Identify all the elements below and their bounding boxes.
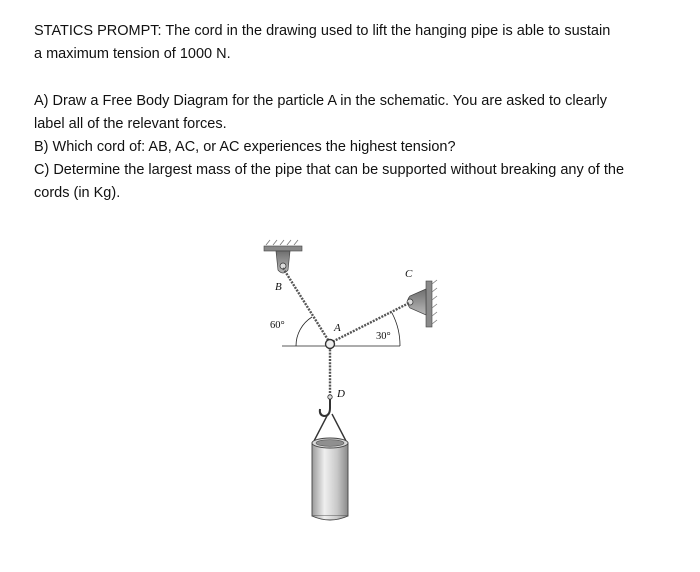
sling-right: [332, 414, 346, 441]
label-b: B: [275, 281, 282, 293]
problem-statement: [34, 20, 674, 205]
hook-d: [320, 398, 330, 416]
angle-arc-30: [392, 313, 400, 346]
intro-line-2: a maximum tension of 1000 N.: [34, 46, 231, 62]
angle-label-60: 60°: [270, 320, 285, 331]
ring-a: [326, 340, 335, 349]
label-a: A: [334, 322, 341, 334]
sling-left: [314, 414, 328, 441]
part-a-line-2: label all of the relevant forces.: [34, 116, 227, 132]
angle-label-30: 30°: [376, 331, 391, 342]
intro-line-1: STATICS PROMPT: The cord in the drawing used to lift the hanging pipe is able to sustain: [34, 23, 611, 39]
label-c: C: [405, 268, 413, 280]
hanging-pipe: [312, 438, 348, 520]
part-c-line-1: C) Determine the largest mass of the pipe that can be supported without breaking any of the: [34, 162, 625, 178]
wall-support-c: [407, 280, 437, 327]
angle-arc-60: [296, 317, 312, 346]
part-a-line-1: A) Draw a Free Body Diagram for the particle A in the schematic. You are asked to clearly: [34, 93, 608, 109]
pipe-cord-diagram: [250, 230, 450, 530]
part-c-line-2: cords (in Kg).: [34, 185, 121, 201]
part-b: B) Which cord of: AB, AC, or AC experiences the highest tension?: [34, 139, 456, 155]
cord-ab: [283, 268, 330, 343]
cord-ac: [330, 303, 409, 343]
label-d: D: [337, 388, 345, 400]
